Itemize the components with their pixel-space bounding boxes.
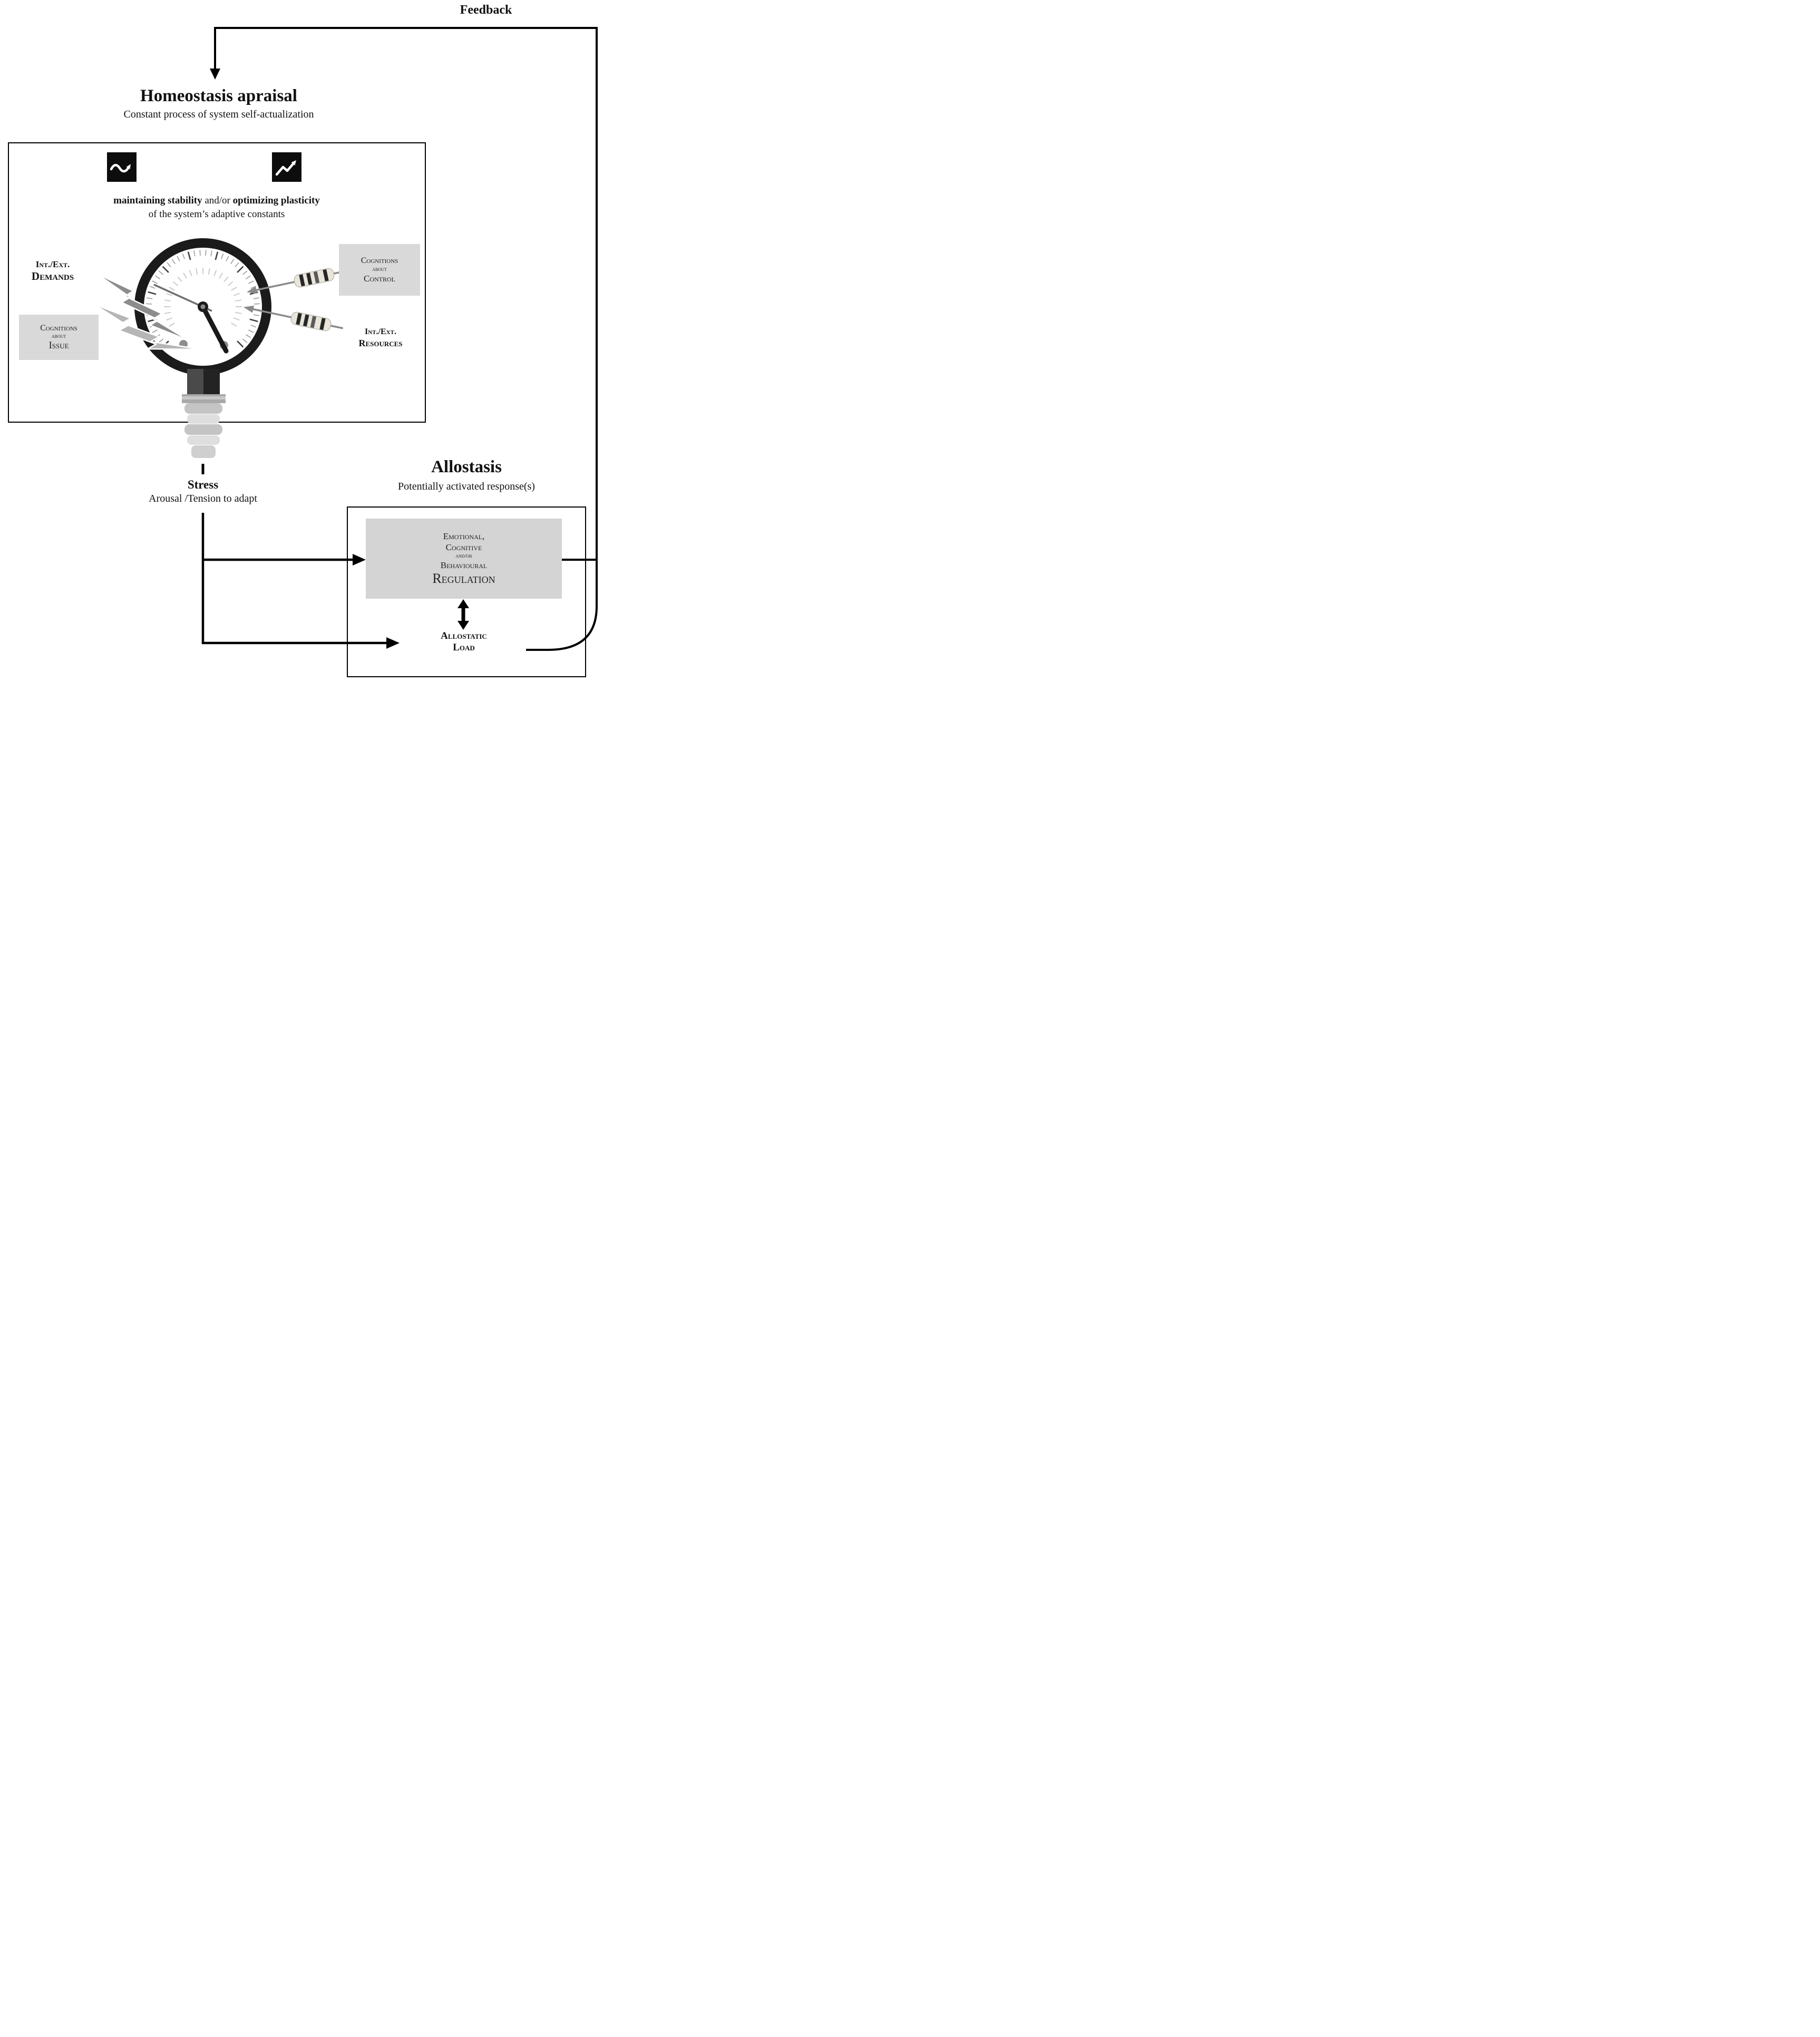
resources-label <box>338 327 423 349</box>
stress-label <box>124 477 282 505</box>
load-line2: Load <box>453 642 475 653</box>
homeostasis-subtitle: Constant process of system self-actualization <box>123 109 314 120</box>
feedback-arrowhead-icon <box>210 69 220 80</box>
allostatic-load-label <box>416 630 511 654</box>
control-line1: Cognitions <box>361 256 398 265</box>
plasticity-text: optimizing plasticity <box>232 195 320 206</box>
connector-text: and/or <box>202 195 233 206</box>
resources-line2: Resources <box>358 338 403 348</box>
appraisal-statement-line1 <box>51 194 383 208</box>
regulation-line5: Regulation <box>432 571 495 586</box>
regulation-line4: Behavioural <box>440 560 488 570</box>
cognitions-control-box <box>339 244 420 296</box>
load-line1: Allostatic <box>441 630 487 641</box>
control-line2: about <box>372 266 387 272</box>
allostasis-subtitle: Potentially activated response(s) <box>398 481 535 492</box>
regulation-line3: and/or <box>455 553 472 559</box>
stability-text: maintaining stability <box>113 195 202 206</box>
demands-label <box>8 259 98 282</box>
issue-line1: Cognitions <box>40 324 77 333</box>
gauge-hub-center <box>201 305 206 309</box>
gauge-stem <box>182 369 226 458</box>
wavy-arrow-icon <box>107 152 137 182</box>
regulation-line1: Emotional, <box>443 531 485 541</box>
control-line3: Control <box>363 274 395 284</box>
issue-line3: Issue <box>48 340 69 351</box>
stress-subtitle: Arousal /Tension to adapt <box>149 493 257 504</box>
stress-model-diagram <box>0 0 607 679</box>
allostasis-title: Allostasis <box>431 457 502 476</box>
stress-title: Stress <box>187 478 219 491</box>
appraisal-statement-line2: of the system’s adaptive constants <box>148 209 285 220</box>
resources-line1: Int./Ext. <box>365 327 396 336</box>
regulation-line2: Cognitive <box>445 542 482 552</box>
demands-line1: Int./Ext. <box>35 259 70 269</box>
regulation-box <box>366 519 562 599</box>
double-arrow-icon <box>458 599 469 630</box>
feedback-label: Feedback <box>460 3 512 17</box>
appraisal-statement <box>51 194 383 221</box>
cognitions-issue-box <box>19 315 99 360</box>
issue-line2: about <box>51 333 66 339</box>
homeostasis-title: Homeostasis apraisal <box>140 86 297 105</box>
demands-line2: Demands <box>31 270 74 282</box>
trend-up-icon <box>272 152 301 182</box>
